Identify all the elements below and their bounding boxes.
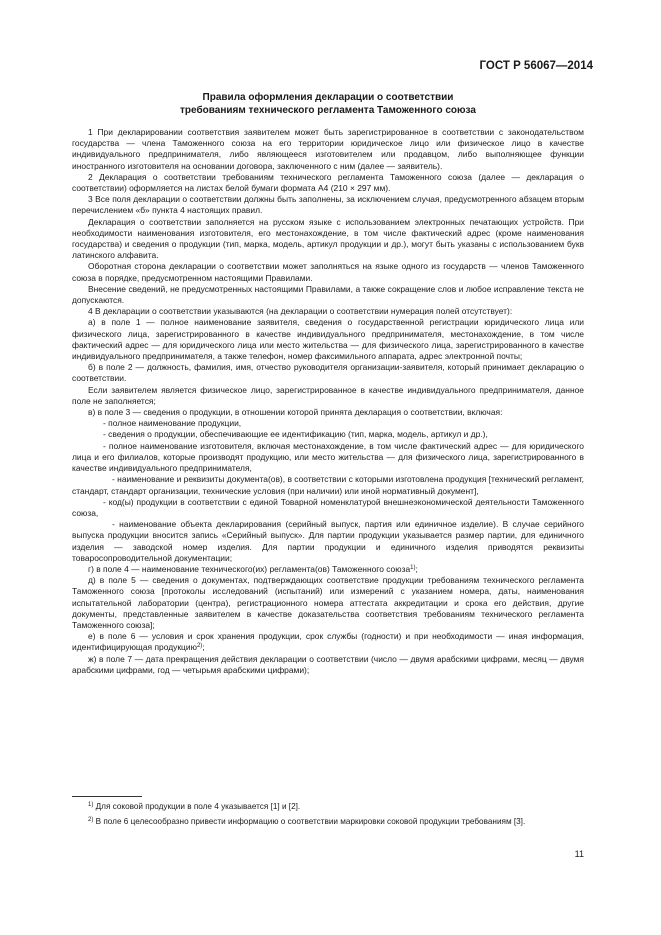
- footnote-1: $^{1)}$ Для соковой продукции в поле 4 указывается [1] и [2].: [88, 802, 301, 811]
- section-title: [72, 92, 584, 117]
- list-item: - наименование объекта декларирования (серийный выпуск, партия или единичное изделие). В случае серийного выпуска продукции вносится запись «Серийный выпуск». Для партии продукции указывается размер партии, для единичного изделия — заводской номер изделия. Для партии продукции и единичного изделия приводятся реквизиты товаросопроводительной документации;: [72, 519, 584, 563]
- paragraph-language: Декларация о соответствии заполняется на русском языке с использованием электронных печатающих устройств. При необходимости наименования изготовителя, его местонахождение, в том числе фактический адрес (кроме наименования государства) и сведения о продукции (тип, марка, модель, артикул продукции и др.), могут быть указаны с использованием букв латинского алфавита.: [72, 216, 584, 261]
- title-line-1: Правила оформления декларации о соответствии: [202, 92, 454, 103]
- paragraph-3: 3 Все поля декларации о соответствии должны быть заполнены, за исключением случая, предусмотренного абзацем вторым перечислением «б» пункта 4 настоящих правил.: [72, 194, 584, 216]
- paragraph-2: 2 Декларация о соответствии требованиям технического регламента Таможенного союза (далее — декларация о соответствии) оформляется на листах белой бумаги формата А4 (210 × 297 мм).: [72, 171, 584, 194]
- paragraph-4d: д) в поле 5 — сведения о документах, подтверждающих соответствие продукции требованиям технического регламента Таможенного союза [протоколы исследований (испытаний) или измерений с указанием номера, даты, наименования испытательной лаборатории (центра), регистрационного номера аттестата аккредитации и срока его действия, другие документы, представленные заявителем в качестве доказательства соответствия требованиям технического регламента Таможенного союза];: [72, 575, 584, 630]
- standard-number: ГОСТ Р 56067—2014: [479, 60, 593, 72]
- footnote-divider: [72, 796, 142, 797]
- footnote-2: $^{2)}$ В поле 6 целесообразно привести информацию о соответствии маркировки соковой продукции требованиям [3].: [88, 817, 526, 826]
- paragraph-4e: е) в поле 6 — условия и срок хранения продукции, срок службы (годности) и при необходимости — иная информация, идентифицирующая продукцию$^{2)}$;: [72, 631, 584, 653]
- page-number: 11: [574, 849, 584, 859]
- footnote-ref-1: 1): [410, 564, 416, 571]
- paragraph-reverse-side: Оборотная сторона декларации о соответствии может заполняться на языке одного из государств — членов Таможенного союза в порядке, предусмотренном настоящими Правилами.: [72, 261, 584, 283]
- list-item: - код(ы) продукции в соответствии с единой Товарной номенклатурой внешнеэкономической деятельности Таможенного союза,: [72, 496, 584, 518]
- paragraph-no-corrections: Внесение сведений, не предусмотренных настоящими Правилами, а также сокращение слов и любое исправление текста не допускаются.: [72, 283, 584, 306]
- paragraph-4v: в) в поле 3 — сведения о продукции, в отношении которой принята декларация о соответствии, включая:: [88, 407, 503, 418]
- list-item: - полное наименование изготовителя, включая местонахождение, в том числе фактический адрес — для юридического лица и его филиалов, которые производят продукцию, или место жительства — для физического лица, зарегистрированного в качестве индивидуального предпринимателя,: [72, 440, 584, 474]
- title-line-2: требованиям технического регламента Таможенного союза: [180, 104, 476, 116]
- list-item: - наименование и реквизиты документа(ов), в соответствии с которыми изготовлена продукция [технический регламент, стандарт, стандарт организации, технические условия (при наличии) или иной нормативный документ],: [72, 474, 584, 496]
- footnote-ref-2: 2): [196, 643, 203, 650]
- list-item: - полное наименование продукции,: [103, 418, 242, 429]
- body-text: [72, 127, 584, 676]
- paragraph-4zh: ж) в поле 7 — дата прекращения действия декларации о соответствии (число — двумя арабскими цифрами, месяц — двумя арабскими цифрами, год — четырьмя арабскими цифрами);: [72, 653, 584, 675]
- paragraph-4a: а) в поле 1 — полное наименование заявителя, сведения о государственной регистрации юридического лица или физического лица, зарегистрированного в качестве индивидуального предпринимателя, местонахождение, в том числе фактический адрес — для юридического лица или место жительства — для физического лица, зарегистрированного в качестве индивидуального предпринимателя, а также телефон, номер факсимильного аппарата, адрес электронной почты;: [72, 317, 584, 362]
- paragraph-4: 4 В декларации о соответствии указываются (на декларации о соответствии нумерация полей отсутствует):: [88, 306, 513, 317]
- list-item: - сведения о продукции, обеспечивающие ее идентификацию (тип, марка, модель, артикул и др.),: [103, 429, 488, 440]
- paragraph-4b: б) в поле 2 — должность, фамилия, имя, отчество руководителя организации-заявителя, который принимает декларацию о соответствии.: [72, 362, 584, 384]
- paragraph-4g: г) в поле 4 — наименование технического(их) регламента(ов) Таможенного союза$^{1)}$;: [88, 563, 418, 574]
- paragraph-4b-note: Если заявителем является физическое лицо, зарегистрированное в качестве индивидуального предпринимателя, данное поле не заполняется;: [72, 384, 584, 406]
- footnotes: [72, 801, 584, 831]
- paragraph-1: 1 При декларировании соответствия заявителем может быть зарегистрированное в соответствии с законодательством государства — члена Таможенного союза на его территории юридическое лицо или физическое лицо в качестве индивидуального предпринимателя, либо являющееся изготовителем или продавцом, либо выполняющее функции иностранного изготовителя на основании договора, заключенного с ним (далее — заявитель).: [72, 127, 584, 171]
